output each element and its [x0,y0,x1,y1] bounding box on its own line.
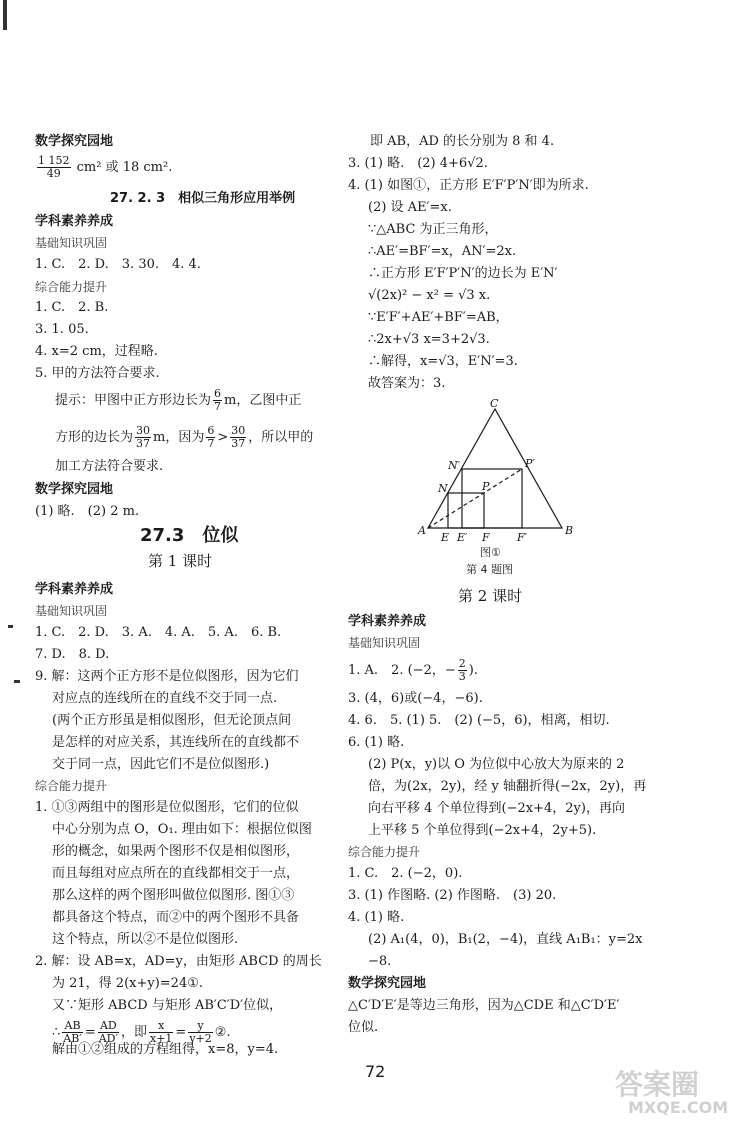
answer-text: 1. A. 2. (−2，− [348,663,456,678]
answer-line: △C′D′E′是等边三角形，因为△CDE 和△C′D′E′ [348,998,620,1013]
answer-line: −8. [368,954,392,969]
subsection-ability-3: 综合能力提升 [348,845,421,859]
answer-line: ∵△ABC 为正三角形， [368,222,498,237]
fraction-numerator: AB [62,1020,83,1033]
label-E: E [441,531,450,544]
answer-line: 都具备这个特点，而②中的两个图形不具备 [52,910,300,925]
subsection-basic-1: 基础知识巩固 [35,236,108,250]
label-C: C [490,397,499,410]
answer-line: 上平移 5 个单位得到(−2x+4，2y+5). [368,823,597,838]
answer-line: 对应点的连线所在的直线不交于同一点. [52,691,278,706]
answer-line: 形的概念，如果两个图形不仅是相似图形， [52,844,300,859]
answer-line: 倍，为(2x，2y)，经 y 轴翻折得(−2x，2y)，再 [368,779,647,794]
label-F: F [482,531,490,544]
answer-line: 即 AB，AD 的长分别为 8 和 4. [370,134,555,149]
fraction-denominator: AD′ [98,1032,118,1045]
hint-line-3: 加工方法符合要求. [55,459,164,474]
margin-mark-mid2 [14,680,20,683]
label-N: N [438,482,448,495]
fraction [213,388,222,413]
figure-triangle-squares [410,395,590,585]
answer-line: ∴AE′=BF′=x，AN′=2x. [368,244,517,259]
area-unit-text: cm² 或 18 cm². [76,160,173,175]
fraction-numerator: 2 [458,657,466,670]
answer-line: (2) P(x，y)以 O 为位似中心放大为原来的 2 [368,757,625,772]
answer-line-area [35,155,172,180]
answer-line: 向右平移 4 个单位得到(−2x+4，2y)，再向 [368,801,625,816]
answer-line: √(2x)² − x² = √3 x. [368,288,491,303]
answer-line: 为 21，得 2(x+y)=24①. [52,976,204,991]
fraction-denominator: 37 [136,437,151,450]
hint-text: ，所以甲的 [248,430,314,445]
answer-line: 故答案为：3. [368,376,446,391]
answer-line: 是怎样的对应关系，其连线所在的直线都不 [52,735,300,750]
greater-than-sign: > [217,430,229,445]
section-title-27-3: 27.3 位似 [140,525,239,546]
fraction-numerator: x [149,1020,173,1033]
subsection-ability-2: 综合能力提升 [35,779,108,793]
answer-line: 1. ①③两组中的图形是位似图形，它们的位似 [35,800,299,815]
answer-line: (2) A₁(4，0)，B₁(2，−4)，直线 A₁B₁：y=2x [368,932,643,947]
hint-text: 提示：甲图中正方形边长为 [55,393,212,408]
square-epfpppnp [462,469,522,528]
hint-line-1 [55,388,301,413]
answer-line: (2) 设 AE′=x. [368,200,452,215]
explore-heading-3: 数学探究园地 [348,976,427,991]
answer-line: ∴解得，x=√3，E′N′=3. [368,354,518,369]
fraction-denominator: x+1 [150,1032,173,1045]
hint-text: m，乙图中正 [224,393,302,408]
hint-line-2 [55,425,313,450]
watermark-logo-text: 答案圈 [615,1068,700,1101]
label-Ep: E′ [457,531,468,544]
answer-line: 解由①②组成的方程组得，x=8，y=4. [52,1042,279,1057]
answer-line: 中心分别为点 O，O₁. 理由如下：根据位似图 [52,822,312,837]
answer-line: 9. 解：这两个正方形不是位似图形，因为它们 [35,669,299,684]
fraction-area [37,155,71,180]
lesson-2-title: 第 2 课时 [458,587,523,605]
answer-line: ∵E′F′+AE′+BF′=AB， [368,310,509,325]
label-B: B [565,524,574,537]
label-P: P [482,480,490,493]
answer-line: 1. C. 2. (−2，0). [348,866,463,881]
fraction-denominator: 49 [46,167,61,180]
answer-line: 5. 甲的方法符合要求. [35,366,160,381]
answer-line: ∴正方形 E′F′P′N′的边长为 E′N′ [368,266,558,281]
fraction [458,658,467,683]
answer-line: 1. C. 2. D. 3. A. 4. A. 5. A. 6. B. [35,625,282,640]
answer-line: 3. (1) 略. (2) 4+6√2. [348,156,488,171]
label-Np: N′ [448,459,461,472]
answer-line-fraction [348,658,478,683]
answer-line: 4. 6. 5. (1) 5. (2) (−5，6)，相离，相切. [348,713,610,728]
equation-text: ②. [214,1025,231,1040]
answer-line: 4. x=2 cm，过程略. [35,344,158,359]
fraction-numerator: 6 [214,387,222,400]
fraction-denominator: 7 [207,437,215,450]
answer-line: (两个正方形虽是相似图形，但无论顶点间 [52,713,292,728]
answer-line: 那么这样的两个图形叫做位似图形. 图①③ [52,888,295,903]
section-title-27-2-3: 27. 2. 3 相似三角形应用举例 [110,191,296,206]
figure-caption: 第 4 题图 [466,563,513,576]
label-Fp: F′ [517,531,528,544]
lesson-1-title: 第 1 课时 [148,552,213,570]
fraction-denominator: y+2 [189,1032,212,1045]
explore-heading-2: 数学探究园地 [35,482,114,497]
fraction-denominator: 7 [214,400,222,413]
fraction [230,425,246,450]
answer-text: ). [468,663,478,678]
subsection-literacy-3: 学科素养养成 [348,614,427,629]
answer-line: 这个特点，所以②不是位似图形. [52,932,239,947]
answer-line: 4. (1) 如图①，正方形 E′F′P′N′即为所求. [348,178,589,193]
answer-line: 1. C. 2. B. [35,300,109,315]
margin-mark-mid [8,625,13,628]
answer-line: 又∵矩形 ABCD 与矩形 AB′C′D′位似， [52,998,283,1013]
figure-label: 图① [480,546,501,559]
answer-line: 6. (1) 略. [348,735,405,750]
fraction [206,425,215,450]
equation-text: ，即 [120,1025,147,1040]
fraction-numerator: AD [98,1020,119,1033]
answer-line: 7. D. 8. D. [35,647,110,662]
answer-line: 而且每组对应点所在的直线都相交于一点， [52,866,300,881]
answer-line: 1. C. 2. D. 3. 30. 4. 4. [35,257,201,272]
fraction-numerator: 30 [136,424,151,437]
page-number: 72 [365,1062,386,1081]
answer-line: 2. 解：设 AB=x，AD=y，由矩形 ABCD 的周长 [35,954,322,969]
fraction [135,425,151,450]
fraction-numerator: y [188,1020,212,1033]
line-a-pp [428,469,522,528]
subsection-literacy-2: 学科素养养成 [35,582,114,597]
equals-sign: = [84,1025,96,1040]
margin-mark-top [3,0,7,30]
subsection-basic-2: 基础知识巩固 [35,604,108,618]
answer-line: 3. (1) 作图略. (2) 作图略. (3) 20. [348,888,557,903]
answer-line: 交于同一点，因此它们不是位似图形.) [52,757,270,772]
fraction-numerator: 1 152 [38,154,70,167]
label-Pp: P′ [525,457,535,470]
fraction-denominator: AB′ [63,1032,82,1045]
answer-line: (1) 略. (2) 2 m. [35,504,140,519]
fraction-denominator: 37 [231,437,246,450]
answer-line: 3. (4，6)或(−4，−6). [348,691,483,706]
answer-line: 3. 1. 05. [35,322,89,337]
subsection-ability-1: 综合能力提升 [35,280,108,294]
answer-line: 位似. [348,1020,379,1035]
answer-line: ∴2x+√3 x=3+2√3. [368,332,490,347]
answer-line: 4. (1) 略. [348,910,405,925]
square-efpn [448,493,484,528]
label-A: A [418,524,426,537]
hint-text: 方形的边长为 [55,430,134,445]
watermark-url: MXQE.COM [628,1098,729,1117]
subsection-literacy-1: 学科素养养成 [35,214,114,229]
fraction-denominator: 3 [458,670,466,683]
therefore-symbol: ∴ [52,1025,61,1040]
explore-heading-1: 数学探究园地 [35,134,114,149]
fraction-numerator: 6 [207,424,215,437]
subsection-basic-3: 基础知识巩固 [348,636,421,650]
equals-sign: = [175,1025,187,1040]
hint-text: m，因为 [153,430,205,445]
fraction-numerator: 30 [231,424,246,437]
